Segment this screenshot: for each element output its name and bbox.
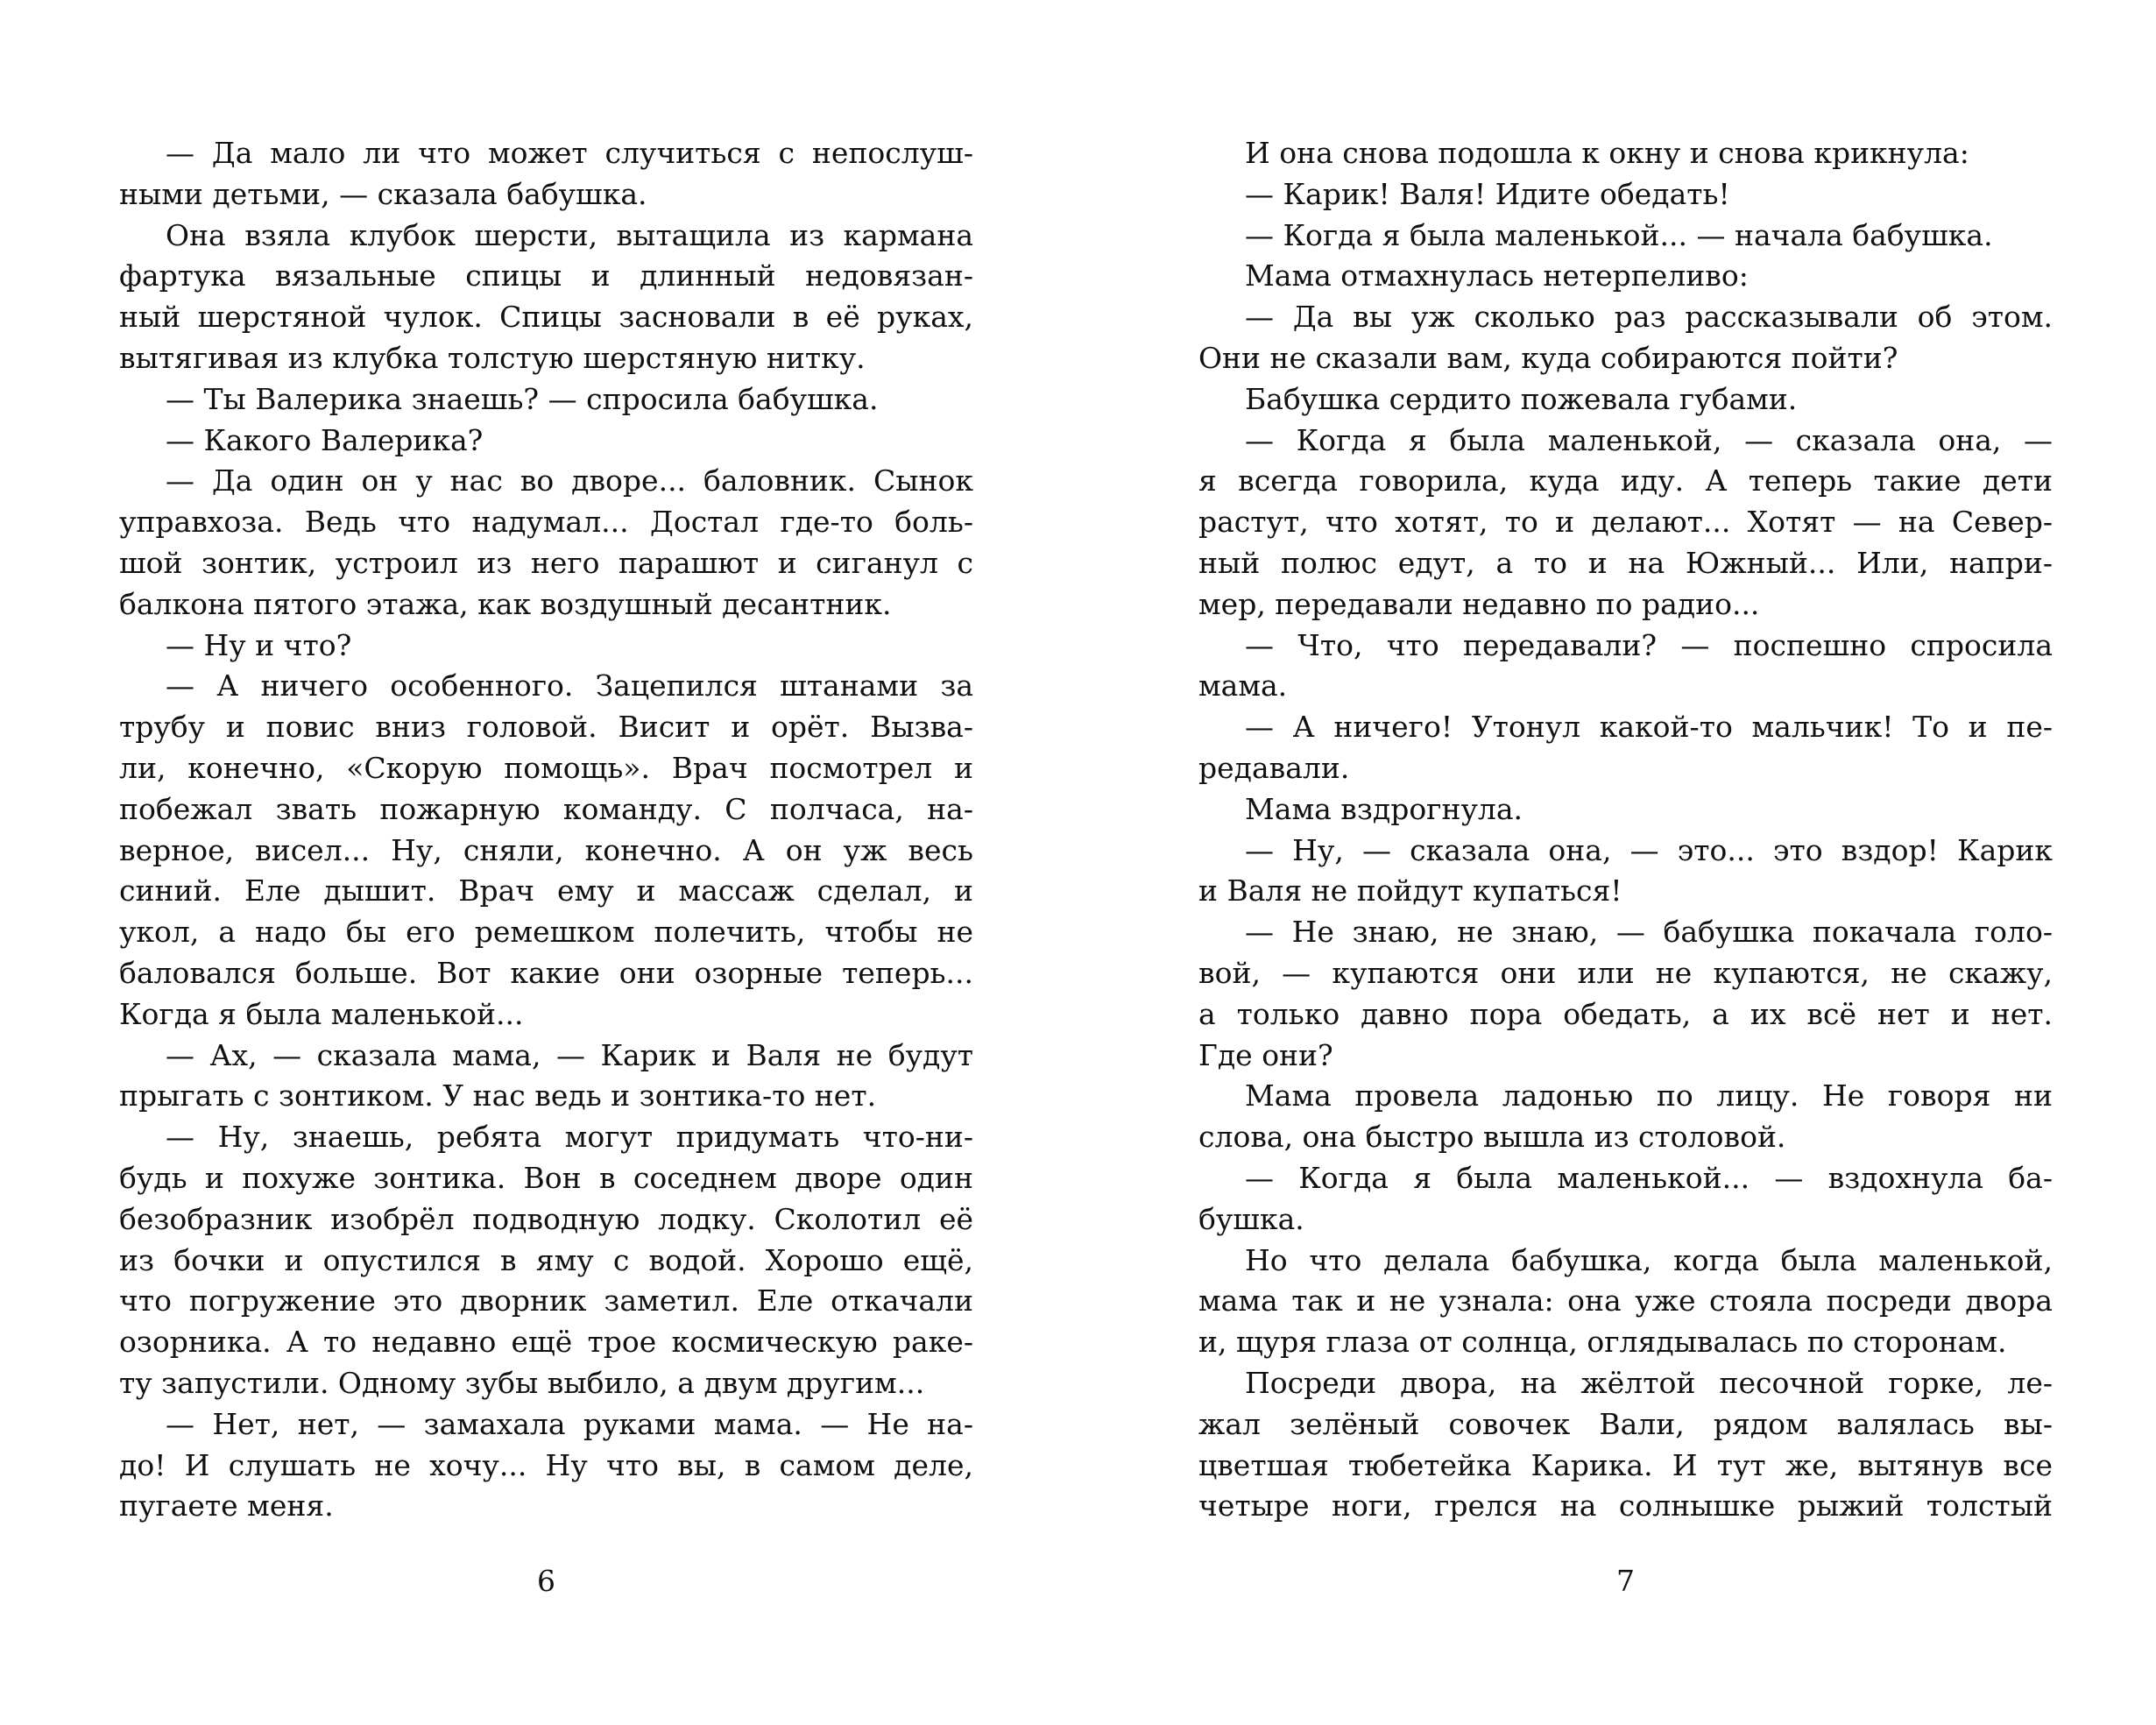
text-line: верное, висел... Ну, сняли, конечно. А он уж весь xyxy=(119,832,973,867)
text-line: ный полюс едут, а то и на Южный... Или, напри- xyxy=(1198,545,2053,580)
text-line: — Что, что передавали? — поспешно спросила xyxy=(1245,627,2053,662)
text-line: побежал звать пожарную команду. С полчаса, на- xyxy=(119,791,973,826)
text-line: — Какого Валерика? xyxy=(166,422,484,457)
text-line: мама. xyxy=(1198,668,1288,703)
text-line: цветшая тюбетейка Карика. И тут же, вытянув все xyxy=(1198,1447,2053,1482)
text-line: — Карик! Валя! Идите обедать! xyxy=(1245,176,1730,211)
text-line: бушка. xyxy=(1198,1201,1304,1236)
text-line: Бабушка сердито пожевала губами. xyxy=(1245,381,1798,416)
text-line: и, щуря глаза от солнца, оглядывалась по сторонам. xyxy=(1198,1325,2007,1360)
text-line: — Когда я была маленькой, — сказала она, — xyxy=(1245,422,2053,457)
text-line: — Ну, — сказала она, — это... это вздор! Карик xyxy=(1245,832,2053,867)
text-line: Но что делала бабушка, когда была маленькой, xyxy=(1245,1242,2053,1277)
text-line: ными детьми, — сказала бабушка. xyxy=(119,176,647,211)
text-line: — Ты Валерика знаешь? — спросила бабушка. xyxy=(166,381,879,416)
text-line: Они не сказали вам, куда собираются пойти? xyxy=(1198,340,1898,375)
text-line: а только давно пора обедать, а их всё нет и нет. xyxy=(1198,996,2053,1031)
text-line: вой, — купаются они или не купаются, не скажу, xyxy=(1198,955,2053,990)
text-line: Посреди двора, на жёлтой песочной горке, ле- xyxy=(1245,1365,2053,1400)
text-line: озорника. А то недавно ещё трое космическую раке- xyxy=(119,1325,973,1360)
text-line: жал зелёный совочек Вали, рядом валялась вы- xyxy=(1198,1406,2053,1441)
text-line: слова, она быстро вышла из столовой. xyxy=(1198,1120,1786,1155)
left-page xyxy=(119,133,973,1710)
text-line: из бочки и опустился в яму с водой. Хорошо ещё, xyxy=(119,1242,973,1277)
text-line: безобразник изобрёл подводную лодку. Сколотил её xyxy=(119,1201,973,1236)
text-line: мер, передавали недавно по радио... xyxy=(1198,586,1760,621)
text-line: балкона пятого этажа, как воздушный десантник. xyxy=(119,586,892,621)
text-line: мама так и не узнала: она уже стояла посреди двора xyxy=(1198,1283,2053,1318)
page-number: 6 xyxy=(537,1564,555,1598)
text-line: — Да один он у нас во дворе... баловник. Сынок xyxy=(166,463,973,498)
text-line: я всегда говорила, куда иду. А теперь такие дети xyxy=(1198,463,2053,498)
text-line: — Ах, — сказала мама, — Карик и Валя не будут xyxy=(166,1037,973,1072)
text-line: — Ну, знаешь, ребята могут придумать что-ни- xyxy=(166,1120,973,1155)
text-line: — А ничего! Утонул какой-то мальчик! То и пе- xyxy=(1245,710,2053,745)
text-line: ный шерстяной чулок. Спицы засновали в её руках, xyxy=(119,300,973,335)
text-line: фартука вязальные спицы и длинный недовязан- xyxy=(119,258,973,293)
text-line: прыгать с зонтиком. У нас ведь и зонтика-то нет. xyxy=(119,1078,877,1113)
text-line: Мама вздрогнула. xyxy=(1245,791,1523,826)
text-line: баловался больше. Вот какие они озорные теперь... xyxy=(119,955,973,990)
text-line: пугаете меня. xyxy=(119,1488,334,1524)
text-line: ли, конечно, «Скорую помощь». Врач посмотрел и xyxy=(119,750,973,785)
text-line: Где они? xyxy=(1198,1037,1333,1072)
text-line: — Когда я была маленькой... — вздохнула ба- xyxy=(1245,1160,2053,1195)
text-line: — Ну и что? xyxy=(166,627,352,662)
text-line: Когда я была маленькой... xyxy=(119,996,524,1031)
text-line: синий. Еле дышит. Врач ему и массаж сделал, и xyxy=(119,873,973,908)
text-line: — Да вы уж сколько раз рассказывали об этом. xyxy=(1245,300,2053,335)
text-line: вытягивая из клубка толстую шерстяную нитку. xyxy=(119,340,866,375)
left-page-text xyxy=(119,133,973,1527)
text-line: четыре ноги, грелся на солнышке рыжий толстый xyxy=(1198,1488,2053,1524)
text-line: и Валя не пойдут купаться! xyxy=(1198,873,1622,908)
text-line: Мама провела ладонью по лицу. Не говоря ни xyxy=(1245,1078,2053,1113)
text-line: шой зонтик, устроил из него парашют и сиганул с xyxy=(119,545,973,580)
text-line: Мама отмахнулась нетерпеливо: xyxy=(1245,258,1749,293)
text-line: ту запустили. Одному зубы выбило, а двум другим... xyxy=(119,1365,925,1400)
text-line: растут, что хотят, то и делают... Хотят — на Север- xyxy=(1198,505,2053,540)
text-line: — А ничего особенного. Зацепился штанами за xyxy=(166,668,973,703)
right-page xyxy=(1198,133,2053,1710)
text-line: что погружение это дворник заметил. Еле откачали xyxy=(119,1283,973,1318)
text-line: — Не знаю, не знаю, — бабушка покачала голо- xyxy=(1245,915,2053,950)
text-line: — Да мало ли что может случиться с непослуш- xyxy=(166,136,973,170)
text-line: Она взяла клубок шерсти, вытащила из кармана xyxy=(166,217,973,252)
text-line: редавали. xyxy=(1198,750,1350,785)
text-line: до! И слушать не хочу... Ну что вы, в самом деле, xyxy=(119,1447,973,1482)
text-line: укол, а надо бы его ремешком полечить, чтобы не xyxy=(119,915,973,950)
text-line: будь и похуже зонтика. Вон в соседнем дворе один xyxy=(119,1160,973,1195)
text-line: — Нет, нет, — замахала руками мама. — Не на- xyxy=(166,1406,973,1441)
text-line: трубу и повис вниз головой. Висит и орёт. Вызва- xyxy=(119,710,973,745)
page-number: 7 xyxy=(1616,1564,1635,1598)
text-line: управхоза. Ведь что надумал... Достал где-то боль- xyxy=(119,505,973,540)
right-page-text xyxy=(1198,133,2053,1527)
text-line: И она снова подошла к окну и снова крикнула: xyxy=(1245,136,1969,170)
text-line: — Когда я была маленькой... — начала бабушка. xyxy=(1245,217,1993,252)
